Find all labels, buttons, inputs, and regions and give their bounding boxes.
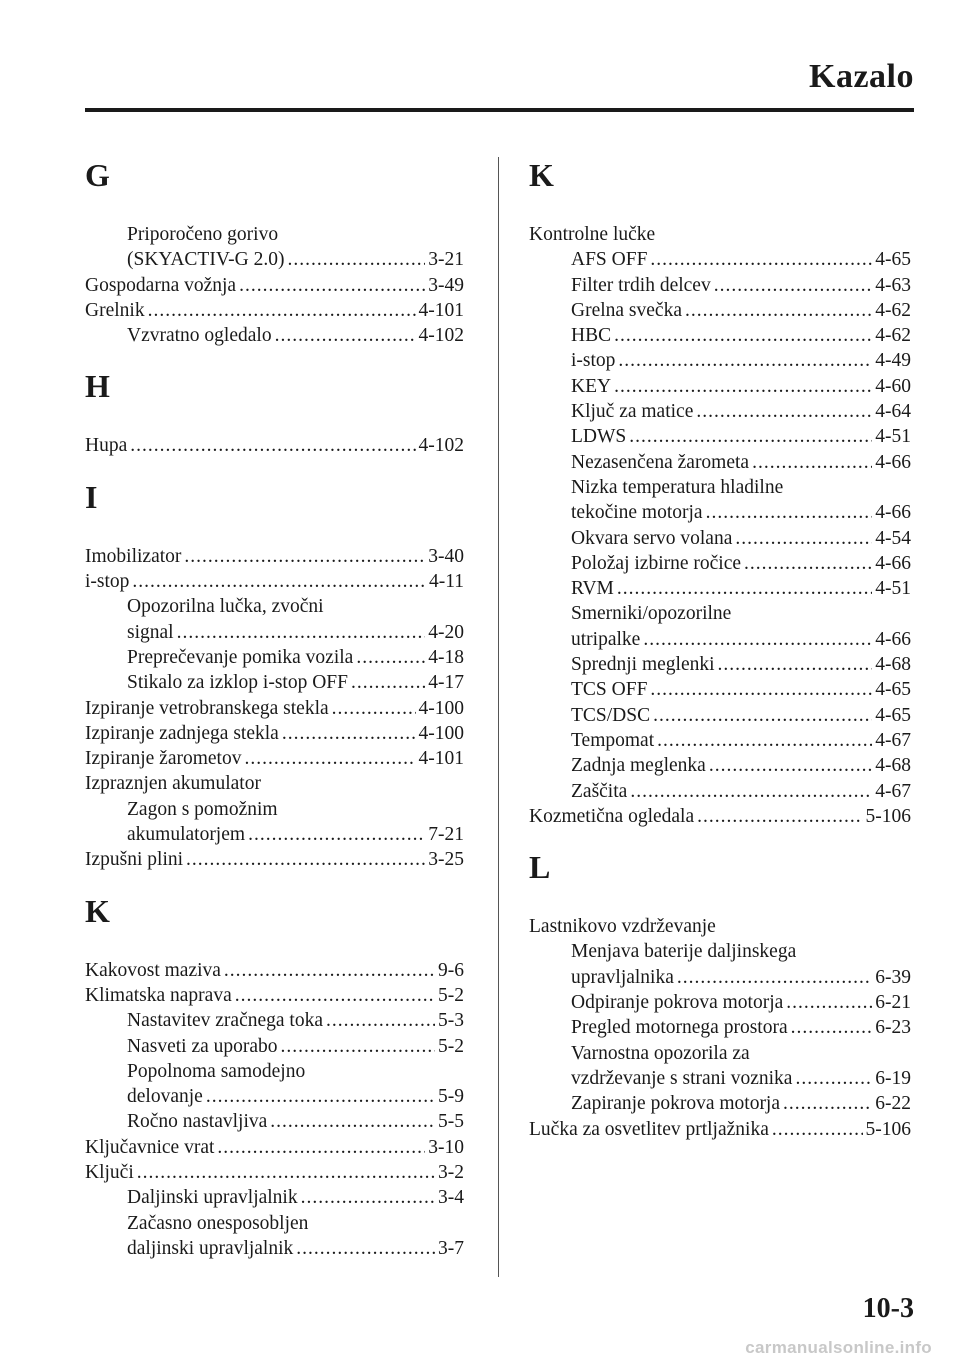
index-entry bbox=[85, 1185, 464, 1210]
index-column-right bbox=[529, 150, 911, 1155]
entry-text: Popolnoma samodejno bbox=[127, 1060, 306, 1082]
dot-leader bbox=[332, 696, 416, 721]
entry-text: i-stop bbox=[571, 350, 616, 372]
entry-text: Smerniki/opozorilne bbox=[571, 603, 732, 625]
entry-text: Izpiranje vetrobranskega stekla bbox=[85, 697, 329, 719]
entry-page-ref: 4-18 bbox=[428, 646, 464, 668]
entry-page-ref: 6-22 bbox=[875, 1093, 911, 1115]
index-section bbox=[85, 361, 464, 458]
dot-leader bbox=[791, 1015, 873, 1040]
entry-text: HBC bbox=[571, 325, 612, 347]
entry-page-ref: 4-100 bbox=[418, 722, 464, 744]
dot-leader bbox=[643, 627, 872, 652]
entry-text: Varnostna opozorila za bbox=[571, 1042, 750, 1064]
index-entry bbox=[529, 399, 911, 424]
dot-leader bbox=[657, 728, 872, 753]
dot-leader bbox=[650, 247, 872, 272]
entry-text: Ključi bbox=[85, 1162, 134, 1184]
entry-page-ref: 6-19 bbox=[875, 1067, 911, 1089]
index-entry bbox=[85, 670, 464, 695]
column-divider bbox=[498, 157, 499, 1277]
dot-leader bbox=[718, 652, 873, 677]
index-entry bbox=[529, 652, 911, 677]
entry-text: upravljalnika bbox=[571, 966, 674, 988]
index-entry bbox=[529, 247, 911, 272]
entry-text: Kakovost maziva bbox=[85, 959, 221, 981]
dot-leader bbox=[217, 1135, 425, 1160]
entry-page-ref: 5-2 bbox=[438, 984, 464, 1006]
entry-text: Stikalo za izklop i-stop OFF bbox=[127, 672, 348, 694]
section-letter: K bbox=[529, 157, 554, 193]
entry-text: Zaščita bbox=[571, 780, 628, 802]
dot-leader bbox=[630, 779, 872, 804]
entry-text: i-stop bbox=[85, 571, 130, 593]
entry-page-ref: 4-64 bbox=[875, 401, 911, 423]
dot-leader bbox=[653, 703, 872, 728]
dot-leader bbox=[130, 433, 415, 458]
entry-text: Odpiranje pokrova motorja bbox=[571, 992, 784, 1014]
entry-page-ref: 9-6 bbox=[438, 959, 464, 981]
index-entry bbox=[85, 1084, 464, 1109]
index-entry bbox=[85, 323, 464, 348]
watermark: carmanualsonline.info bbox=[745, 1338, 932, 1357]
entry-text: Klimatska naprava bbox=[85, 984, 232, 1006]
entry-page-ref: 4-62 bbox=[875, 299, 911, 321]
dot-leader bbox=[235, 983, 435, 1008]
dot-leader bbox=[744, 551, 872, 576]
entry-page-ref: 4-67 bbox=[875, 780, 911, 802]
entry-page-ref: 6-23 bbox=[875, 1017, 911, 1039]
entry-text: Lastnikovo vzdrževanje bbox=[529, 916, 716, 938]
dot-leader bbox=[326, 1008, 435, 1033]
index-entry bbox=[85, 1059, 464, 1084]
entry-text: Priporočeno gorivo bbox=[127, 224, 279, 245]
entry-text: Okvara servo volana bbox=[571, 527, 733, 549]
index-entry bbox=[85, 1135, 464, 1160]
index-entry bbox=[529, 1117, 911, 1142]
entry-page-ref: 4-65 bbox=[875, 679, 911, 701]
entry-page-ref: 4-66 bbox=[875, 451, 911, 473]
index-entry bbox=[85, 983, 464, 1008]
entry-text: TCS/DSC bbox=[571, 704, 651, 726]
dot-leader bbox=[714, 273, 873, 298]
dot-leader bbox=[629, 424, 872, 449]
index-entry bbox=[85, 797, 464, 822]
index-entry bbox=[529, 500, 911, 525]
index-entry bbox=[85, 1008, 464, 1033]
index-entry bbox=[529, 576, 911, 601]
dot-leader bbox=[697, 804, 862, 829]
index-column-left bbox=[85, 150, 464, 1274]
entry-page-ref: 3-21 bbox=[428, 249, 464, 271]
entry-text: Izpiranje žarometov bbox=[85, 748, 242, 770]
index-entry bbox=[85, 1034, 464, 1059]
entry-page-ref: 4-66 bbox=[875, 552, 911, 574]
dot-leader bbox=[239, 273, 425, 298]
entry-text: Ključavnice vrat bbox=[85, 1136, 215, 1158]
index-entry bbox=[85, 298, 464, 323]
dot-leader bbox=[206, 1084, 435, 1109]
entry-text: Položaj izbirne ročice bbox=[571, 552, 742, 574]
dot-leader bbox=[617, 576, 872, 601]
entry-text: Tempomat bbox=[571, 729, 655, 751]
index-entry bbox=[529, 703, 911, 728]
dot-leader bbox=[224, 958, 435, 983]
section-letter: H bbox=[85, 368, 110, 405]
entry-page-ref: 4-20 bbox=[428, 621, 464, 643]
entry-text: Grelnik bbox=[85, 299, 145, 321]
index-entry bbox=[85, 1109, 464, 1134]
index-section bbox=[529, 150, 911, 829]
index-entry bbox=[529, 753, 911, 778]
index-entry bbox=[85, 544, 464, 569]
entry-page-ref: 4-11 bbox=[428, 571, 464, 593]
index-entry bbox=[529, 1041, 911, 1066]
index-entry bbox=[529, 804, 911, 829]
index-entry bbox=[85, 822, 464, 847]
entry-page-ref: 5-106 bbox=[865, 1118, 911, 1140]
dot-leader bbox=[696, 399, 872, 424]
entry-text: delovanje bbox=[127, 1086, 203, 1108]
index-entry bbox=[529, 779, 911, 804]
entry-text: Daljinski upravljalnik bbox=[127, 1187, 298, 1209]
entry-page-ref: 4-62 bbox=[875, 325, 911, 347]
entry-text: Kozmetična ogledala bbox=[529, 805, 695, 827]
entry-text: Kontrolne lučke bbox=[529, 224, 656, 245]
entry-text: Menjava baterije daljinskega bbox=[571, 941, 797, 963]
entry-text: Izpušni plini bbox=[85, 849, 184, 871]
index-section bbox=[529, 842, 911, 1142]
entry-page-ref: 4-63 bbox=[875, 274, 911, 296]
index-entry bbox=[85, 746, 464, 771]
index-entry bbox=[529, 273, 911, 298]
entry-page-ref: 3-10 bbox=[428, 1136, 464, 1158]
entry-text: Začasno onesposobljen bbox=[127, 1212, 309, 1234]
index-entry bbox=[85, 1211, 464, 1236]
index-entry bbox=[85, 645, 464, 670]
dot-leader bbox=[752, 450, 872, 475]
dot-leader bbox=[772, 1117, 863, 1142]
index-entry bbox=[85, 771, 464, 796]
entry-page-ref: 4-60 bbox=[875, 375, 911, 397]
index-entry bbox=[85, 1236, 464, 1261]
entry-text: AFS OFF bbox=[571, 249, 648, 271]
entry-text: Pregled motornega prostora bbox=[571, 1017, 788, 1039]
index-section bbox=[85, 886, 464, 1262]
index-entry bbox=[529, 374, 911, 399]
dot-leader bbox=[618, 348, 872, 373]
entry-page-ref: 4-54 bbox=[875, 527, 911, 549]
entry-text: Izpiranje zadnjega stekla bbox=[85, 722, 279, 744]
index-entry bbox=[529, 1091, 911, 1116]
index-entry bbox=[85, 247, 464, 272]
dot-leader bbox=[351, 670, 425, 695]
index-entry bbox=[85, 958, 464, 983]
dot-leader bbox=[270, 1109, 435, 1134]
entry-text: Gospodarna vožnja bbox=[85, 274, 237, 296]
entry-text: Nizka temperatura hladilne bbox=[571, 476, 784, 498]
index-entry bbox=[529, 424, 911, 449]
entry-text: tekočine motorja bbox=[571, 502, 703, 524]
entry-text: Filter trdih delcev bbox=[571, 274, 711, 296]
entry-page-ref: 3-4 bbox=[438, 1187, 464, 1209]
page-number: 10-3 bbox=[862, 1293, 914, 1324]
dot-leader bbox=[186, 847, 425, 872]
index-entry bbox=[529, 627, 911, 652]
dot-leader bbox=[296, 1236, 435, 1261]
dot-leader bbox=[137, 1160, 435, 1185]
entry-text: KEY bbox=[571, 375, 612, 397]
entry-page-ref: 5-5 bbox=[438, 1111, 464, 1133]
entry-text: Vzvratno ogledalo bbox=[127, 325, 272, 347]
entry-page-ref: 5-106 bbox=[865, 805, 911, 827]
entry-page-ref: 4-65 bbox=[875, 704, 911, 726]
section-letter: L bbox=[529, 849, 551, 886]
section-letter: I bbox=[85, 478, 98, 515]
entry-text: Nezasenčena žarometa bbox=[571, 451, 750, 473]
section-letter: K bbox=[85, 892, 110, 929]
index-section bbox=[85, 472, 464, 873]
dot-leader bbox=[275, 323, 416, 348]
index-entry bbox=[529, 990, 911, 1015]
dot-leader bbox=[786, 990, 872, 1015]
entry-page-ref: 5-2 bbox=[438, 1035, 464, 1057]
index-entry bbox=[529, 323, 911, 348]
entry-page-ref: 4-100 bbox=[418, 697, 464, 719]
dot-leader bbox=[685, 298, 872, 323]
index-entry bbox=[85, 222, 464, 247]
dot-leader bbox=[281, 1034, 435, 1059]
entry-text: Preprečevanje pomika vozila bbox=[127, 646, 354, 668]
entry-text: daljinski upravljalnik bbox=[127, 1237, 294, 1259]
entry-page-ref: 4-67 bbox=[875, 729, 911, 751]
dot-leader bbox=[184, 544, 425, 569]
entry-page-ref: 7-21 bbox=[428, 824, 464, 846]
entry-page-ref: 3-2 bbox=[438, 1162, 464, 1184]
entry-page-ref: 3-49 bbox=[428, 274, 464, 296]
entry-page-ref: 4-66 bbox=[875, 502, 911, 524]
entry-page-ref: 5-9 bbox=[438, 1086, 464, 1108]
entry-text: Ročno nastavljiva bbox=[127, 1111, 268, 1133]
entry-page-ref: 4-51 bbox=[875, 578, 911, 600]
dot-leader bbox=[148, 298, 416, 323]
entry-text: Nastavitev zračnega toka bbox=[127, 1010, 323, 1032]
dot-leader bbox=[677, 965, 872, 990]
index-entry bbox=[529, 475, 911, 500]
dot-leader bbox=[735, 526, 872, 551]
entry-page-ref: 4-101 bbox=[418, 299, 464, 321]
dot-leader bbox=[709, 753, 872, 778]
entry-text: utripalke bbox=[571, 628, 641, 650]
entry-page-ref: 4-102 bbox=[418, 435, 464, 457]
index-entry bbox=[529, 939, 911, 964]
index-entry bbox=[85, 696, 464, 721]
index-entry bbox=[529, 222, 911, 247]
entry-text: signal bbox=[127, 621, 174, 643]
entry-text: Sprednji meglenki bbox=[571, 654, 715, 676]
entry-page-ref: 3-25 bbox=[428, 849, 464, 871]
dot-leader bbox=[287, 247, 425, 272]
dot-leader bbox=[795, 1066, 872, 1091]
index-entry bbox=[85, 847, 464, 872]
dot-leader bbox=[282, 721, 416, 746]
entry-page-ref: 4-102 bbox=[418, 325, 464, 347]
index-entry bbox=[85, 620, 464, 645]
entry-page-ref: 4-51 bbox=[875, 426, 911, 448]
dot-leader bbox=[301, 1185, 435, 1210]
entry-page-ref: 4-66 bbox=[875, 628, 911, 650]
entry-page-ref: 4-68 bbox=[875, 755, 911, 777]
index-entry bbox=[529, 298, 911, 323]
entry-text: Zagon s pomožnim bbox=[127, 798, 278, 820]
entry-text: Zadnja meglenka bbox=[571, 755, 706, 777]
index-entry bbox=[529, 677, 911, 702]
dot-leader bbox=[614, 323, 872, 348]
index-entry bbox=[85, 433, 464, 458]
index-entry bbox=[529, 965, 911, 990]
entry-text: (SKYACTIV-G 2.0) bbox=[127, 249, 285, 271]
entry-text: TCS OFF bbox=[571, 679, 648, 701]
entry-page-ref: 3-40 bbox=[428, 545, 464, 567]
index-entry bbox=[529, 914, 911, 939]
index-entry bbox=[529, 601, 911, 626]
entry-text: Ključ za matice bbox=[571, 401, 694, 423]
entry-page-ref: 4-101 bbox=[418, 748, 464, 770]
entry-text: Zapiranje pokrova motorja bbox=[571, 1093, 781, 1115]
index-entry bbox=[85, 273, 464, 298]
entry-page-ref: 4-17 bbox=[428, 672, 464, 694]
section-letter: G bbox=[85, 157, 110, 193]
entry-text: akumulatorjem bbox=[127, 824, 246, 846]
index-entry bbox=[529, 526, 911, 551]
entry-page-ref: 3-7 bbox=[438, 1237, 464, 1259]
header-rule bbox=[85, 108, 914, 112]
index-entry bbox=[85, 569, 464, 594]
dot-leader bbox=[356, 645, 425, 670]
index-entry bbox=[529, 450, 911, 475]
index-entry bbox=[85, 1160, 464, 1185]
dot-leader bbox=[132, 569, 426, 594]
dot-leader bbox=[614, 374, 872, 399]
entry-page-ref: 6-39 bbox=[875, 966, 911, 988]
index-entry bbox=[529, 728, 911, 753]
entry-text: Hupa bbox=[85, 435, 128, 457]
entry-text: vzdrževanje s strani voznika bbox=[571, 1067, 793, 1089]
index-section bbox=[85, 150, 464, 348]
entry-text: RVM bbox=[571, 578, 614, 600]
page-title: Kazalo bbox=[809, 58, 914, 95]
dot-leader bbox=[783, 1091, 872, 1116]
index-entry bbox=[529, 1015, 911, 1040]
entry-text: Grelna svečka bbox=[571, 299, 682, 321]
entry-page-ref: 6-21 bbox=[875, 992, 911, 1014]
entry-text: Lučka za osvetlitev prtljažnika bbox=[529, 1118, 769, 1140]
index-entry bbox=[85, 594, 464, 619]
index-entry bbox=[529, 1066, 911, 1091]
dot-leader bbox=[706, 500, 873, 525]
entry-text: Imobilizator bbox=[85, 545, 182, 567]
dot-leader bbox=[244, 746, 415, 771]
entry-page-ref: 4-49 bbox=[875, 350, 911, 372]
dot-leader bbox=[650, 677, 872, 702]
entry-text: Opozorilna lučka, zvočni bbox=[127, 596, 324, 618]
index-entry bbox=[529, 348, 911, 373]
entry-text: LDWS bbox=[571, 426, 627, 448]
index-entry bbox=[529, 551, 911, 576]
entry-text: Izpraznjen akumulator bbox=[85, 773, 261, 795]
entry-page-ref: 4-68 bbox=[875, 654, 911, 676]
entry-page-ref: 5-3 bbox=[438, 1010, 464, 1032]
dot-leader bbox=[248, 822, 425, 847]
entry-text: Nasveti za uporabo bbox=[127, 1035, 278, 1057]
dot-leader bbox=[177, 620, 426, 645]
entry-page-ref: 4-65 bbox=[875, 249, 911, 271]
index-entry bbox=[85, 721, 464, 746]
